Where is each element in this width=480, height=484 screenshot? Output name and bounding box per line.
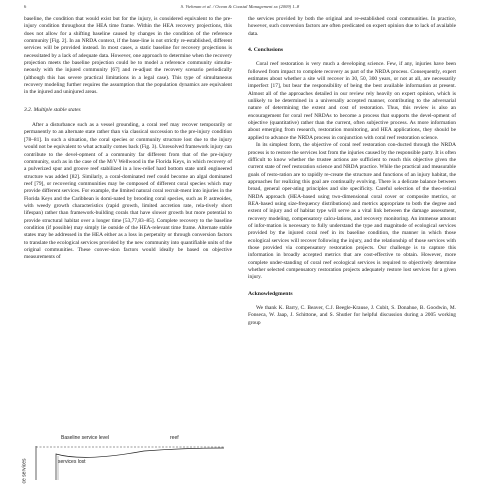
right-paragraph-2: Coral reef restoration is very much a developing science. Few, if any, injuries have been followed from impact to complete recovery as part of the NRDA process. Consequently, expert estimates about whether a site will recover in 30, 50, 300 years, or not at all, are necessarily imperfect [17], but bear the responsibility of being the best available information at present. Almost all of the approaches detailed in our review rely heavily on expert opinion, which is unlikely to be determined in a universally accepted manner, contributing to the adversarial nature of determining the extent and cost of restoration. Thus, this review is also an encouragement for coral reef NRDAs to become a process that supports the devel-opment of objective (quantitative) rather than the current, often subjective process. As more information about emerging from research, restoration monitoring, and HEA applications, they should be applied to advance the NRDA process in conjunction with coral reef restoration science. bbox=[248, 61, 456, 141]
figure-partial bbox=[21, 432, 232, 484]
page-number: 6 bbox=[24, 4, 27, 9]
section-heading-conclusions: 4. Conclusions bbox=[248, 47, 284, 54]
figure-baseline-label: Baseline service level bbox=[61, 435, 110, 441]
right-paragraph-3: In its simplest form, the objective of coral reef restoration con-ducted through the NRDA process is to restore the services lost from the injuries caused by the responsible party. It is often difficult to know whether the trustee actions are sufficient to reach this objective given the current state of reef restoration science and NRDA practice. While the practical and measurable goals of resto-ration are to rapidly re-create the structure and functions of an injury habitat, the approaches for realizing this goal are continually evolving. There is a delicate balance between broad, general oper-ating principles and site specificity. Careful selection of the theo-retical NRDA approach (HEA-based using two-dimensional coral cover or composite metrics, or REA-based using size-frequency distributions) and metrics appropriate to both the degree and extent of injury and of habitat type will serve as a vital link between the damage assessment, recovery modeling, compensatory calcu-lations, and recovery monitoring. An immense amount of infor-mation is necessary to fully understand the type and magnitude of ecological services provided by the injured coral reef in its baseline condition, the manner in which those ecological services will recover following the injury, and the relationship of those services with those provided via compensatory restoration projects. Our challenge is to capture this information in broadly accepted metrics that are cost-effective to obtain. However, more complete under-standing of coral reef ecological services is required to objectively determine whether selected compensatory restoration projects adequately restore lost services for a given injury. bbox=[248, 142, 456, 281]
figure-reef-label: reef bbox=[170, 435, 179, 441]
section-heading-multiple-stable-states: 3.2. Multiple stable states bbox=[24, 106, 81, 113]
running-title: S. Viehman et al. / Ocean & Coastal Management xx (2009) 1–8 bbox=[180, 4, 300, 9]
right-paragraph-1: the services provided by both the original and re-established coral communities. In practice, however, such conversion factors are often predicated on expert opinion due to lack of available data. bbox=[248, 16, 456, 37]
left-paragraph-1: baseline, the condition that would exist but for the injury, is considered equivalent to the pre-injury condition throughout the HEA time frame. Within the HEA recovery projections, this does not allow for a shifting baseline caused by changes in the condition of the reference community [Fig. 2]. In an NRDA context, if the base-line is not strictly re-established, different services will be provided instead. In most cases, a static baseline for recovery projections is necessitated by a lack of adequate data. However, one approach to determine when the recovery projection meets the baseline projection could be to model a reference community simulta-neously with the injured community [67] and re-adjust the recovery scenario periodically (although this has severe practical limitations in a legal case). This type of simultaneous recovery modeling further requires the assumption that the population dynamics are equivalent in the injured and uninjured areas. bbox=[24, 16, 232, 96]
figure-graphic bbox=[24, 432, 232, 480]
acknowledgments-text: We thank K. Barry, C. Beaver, C.J. Beegle-Krause, J. Cubit, S. Donahue, B. Goodwin, M. Fonseca, W. Jaap, J. Schittone, and S. Shutler for helpful discussion during a 2005 working group bbox=[248, 305, 456, 326]
figure-services-lost-label: services lost bbox=[58, 459, 86, 465]
left-paragraph-2: After a disturbance such as a vessel grounding, a coral reef may recover temporarily or permanently to an alternate state rather than via classical succession to the pre-injury condition [78–81]. In such a situation, the coral species or community structure lost due to the injury would not be equivalent to what actually comes back (Fig. 3). Unresolved framework injury can contribute to the devel-opment of a community far different from that of the pre-injury community, such as in the case of the M/V Wellwood in the Florida Keys, in which recovery of a pulverized spur and groove reef stabilized in a low-relief hard bottom state until engineered structure was added [82]. Similarly, a coral-dominated reef could become an algal dominated reef [79], or recovering communities may be composed of different coral species which may provide different services. For example, the limited natural coral recruit-ment into injuries in the Florida Keys and the Caribbean is domi-nated by brooding coral species, such as P. astreoides, with weedy growth characteristics (rapid growth, limited accretion rate, rela-tively short lifespan) rather than framework-building corals that have slower growth but more potential to provide structural habitat over a longer time [53,77,83–85]. Complete recovery to the baseline condition (if possible) may simply lie outside of the HEA-relevant time frame. Alternate stable states may be addressed in the HEA either as a loss in perpetuity or through conversion factors to translate the ecological services provided by the new community into quantifiable units of the original communities. These conver-sion factors would ideally be based on objective measurements of bbox=[24, 122, 232, 261]
right-column bbox=[248, 16, 456, 327]
section-heading-acknowledgments: Acknowledgments bbox=[248, 290, 293, 297]
page-header bbox=[24, 4, 456, 13]
left-column bbox=[24, 16, 232, 262]
figure-y-axis-label: ce services bbox=[21, 458, 28, 484]
